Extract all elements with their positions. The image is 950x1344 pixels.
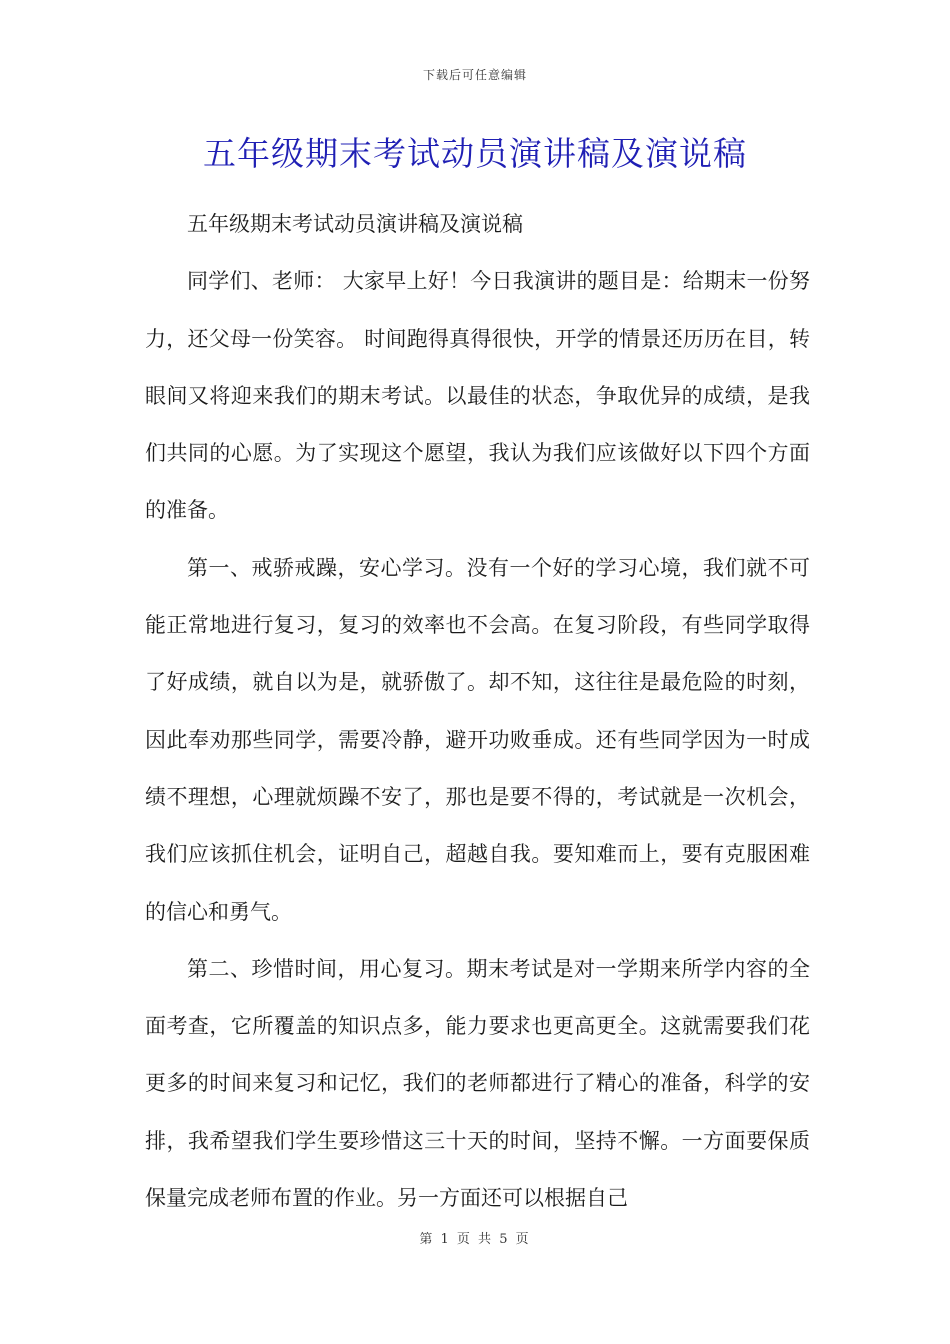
first-point-paragraph: 第一、戒骄戒躁，安心学习。没有一个好的学习心境，我们就不可能正常地进行复习，复习的效率也不会高。在复习阶段，有些同学取得了好成绩，就自以为是，就骄傲了。却不知，这往往是最危险的时刻，因此奉劝那些同学，需要冷静，避开功败垂成。还有些同学因为一时成绩不理想，心理就烦躁不安了，那也是要不得的，考试就是一次机会，我们应该抓住机会，证明自己，超越自我。要知难而上，要有克服困难的信心和勇气。 (145, 555, 810, 924)
document-title: 五年级期末考试动员演讲稿及演说稿 (203, 134, 747, 173)
page-number: 第 1 页 共 5 页 (419, 1232, 531, 1247)
header-note: 下载后可任意编辑 (422, 68, 527, 82)
greeting-paragraph: 同学们、老师： 大家早上好！今日我演讲的题目是：给期末一份努力，还父母一份笑容。 时间跑得真得很快，开学的情景还历历在目，转眼间又将迎来我们的期末考试。以最佳的状态，争取优异的成绩，是我们共同的心愿。为了实现这个愿望，我认为我们应该做好以下四个方面的准备。 (145, 269, 810, 523)
document-body (145, 196, 810, 1227)
second-point-paragraph: 第二、珍惜时间，用心复习。期末考试是对一学期来所学内容的全面考查，它所覆盖的知识点多，能力要求也更高更全。这就需要我们花更多的时间来复习和记忆，我们的老师都进行了精心的准备，科学的安排，我希望我们学生要珍惜这三十天的时间，坚持不懈。一方面要保质保量完成老师布置的作业。另一方面还可以根据自己 (145, 956, 810, 1211)
subtitle-paragraph: 五年级期末考试动员演讲稿及演说稿 (187, 212, 523, 236)
